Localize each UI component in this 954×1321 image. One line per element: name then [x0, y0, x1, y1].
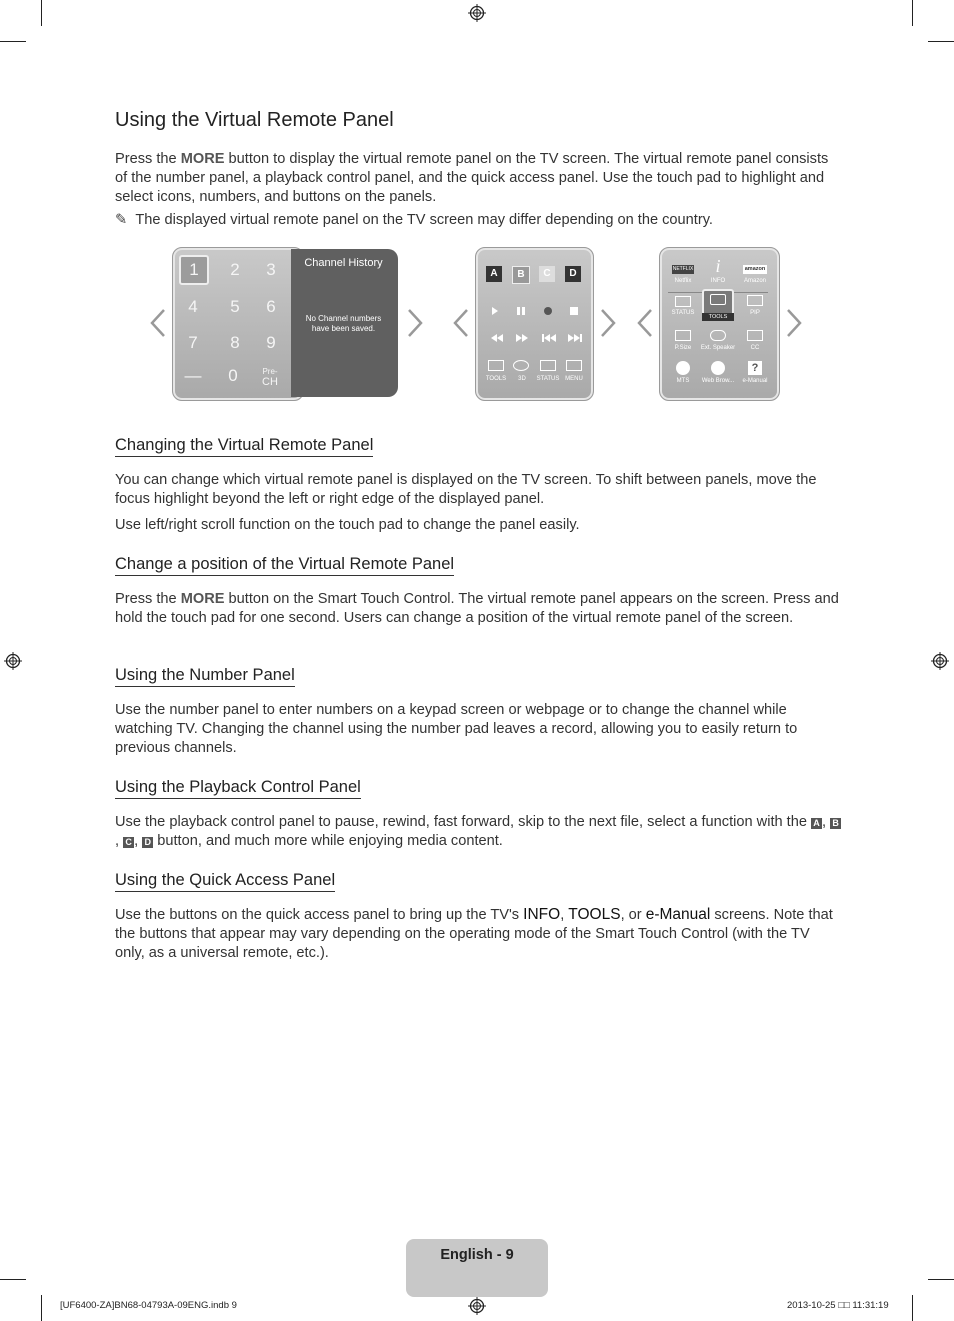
status-icon[interactable] — [675, 296, 691, 307]
number-key-7[interactable]: 7 — [188, 333, 198, 352]
number-key-6[interactable]: 6 — [266, 297, 276, 316]
speaker-icon[interactable] — [710, 330, 726, 341]
pre-ch-key[interactable] — [256, 365, 284, 387]
intro-text: button to display the virtual remote panel on the TV screen. The virtual remote panel consists of the number panel, a playback control panel, and the quick access panel. Use the touch pad to highlight and select icons, numbers, and buttons on the panels. — [115, 151, 829, 205]
chevron-left-icon[interactable] — [452, 308, 470, 338]
mts-label: MTS — [676, 378, 690, 384]
playback-controls — [489, 306, 585, 346]
intro-paragraph — [115, 150, 843, 207]
tools-label: TOOLS — [702, 313, 734, 321]
skip-next-icon[interactable] — [568, 334, 582, 342]
number-key-8[interactable]: 8 — [230, 333, 240, 352]
pause-icon[interactable] — [517, 307, 525, 315]
ext-speaker-label: Ext. Speaker — [700, 345, 736, 351]
d-button-glyph: D — [142, 837, 153, 848]
a-button-glyph: A — [811, 818, 822, 829]
a-button[interactable]: A — [486, 266, 502, 282]
chevron-right-icon[interactable] — [785, 308, 803, 338]
crop-mark — [41, 1295, 42, 1321]
e-manual-keyword: e-Manual — [645, 906, 711, 923]
more-keyword: MORE — [180, 151, 225, 167]
chevron-right-icon[interactable] — [406, 308, 424, 338]
cc-label: CC — [750, 345, 760, 351]
p-size-label: P.Size — [674, 345, 692, 351]
picture-size-icon[interactable] — [675, 330, 691, 341]
section-heading-changing: Changing the Virtual Remote Panel — [115, 435, 373, 457]
b-button[interactable]: B — [512, 266, 530, 284]
number-key-9[interactable]: 9 — [266, 333, 276, 352]
number-key-1[interactable]: 1 — [179, 255, 209, 285]
status-label: STATUS — [536, 376, 560, 382]
netflix-logo[interactable]: NETFLIX — [672, 266, 694, 272]
3d-label: 3D — [518, 376, 526, 382]
channel-history-title: Channel History — [304, 257, 383, 269]
section-heading-quick-access: Using the Quick Access Panel — [115, 870, 335, 892]
fast-forward-icon[interactable] — [516, 334, 528, 342]
number-key-5[interactable]: 5 — [230, 297, 240, 316]
pip-label: PIP — [750, 310, 760, 316]
number-key-2[interactable]: 2 — [230, 260, 240, 279]
info-label: INFO — [710, 278, 726, 284]
section-text: Use the playback control panel to pause, rewind, fast forward, skip to the next file, select a function with the — [115, 814, 812, 830]
dash-key[interactable]: — — [184, 366, 202, 385]
date-slug: 2013-10-25 □□ 11:31:19 — [787, 1300, 889, 1311]
mts-icon[interactable] — [676, 361, 690, 375]
chevron-left-icon[interactable] — [636, 308, 654, 338]
globe-icon[interactable] — [711, 361, 725, 375]
number-key-0[interactable]: 0 — [228, 366, 238, 385]
page-title: Using the Virtual Remote Panel — [115, 109, 394, 131]
section-paragraph: Use left/right scroll function on the touch pad to change the panel easily. — [115, 517, 580, 533]
d-button[interactable]: D — [565, 266, 581, 282]
crop-mark — [0, 1279, 26, 1280]
stop-icon[interactable] — [570, 307, 578, 315]
registration-mark-icon — [468, 4, 486, 22]
amazon-logo[interactable]: amazon — [744, 266, 766, 272]
channel-history-message — [291, 314, 396, 334]
web-browser-label: Web Brow... — [701, 378, 735, 384]
amazon-label: Amazon — [743, 278, 766, 284]
registration-mark-icon — [4, 652, 22, 670]
c-button[interactable]: C — [539, 266, 555, 282]
section-text: screens. Note that the buttons that appear may vary depending on the operating mode of the Smart Touch Control (with the TV only, as a universal remote, etc.). — [115, 907, 833, 961]
section-paragraph: You can change which virtual remote panel is displayed on the TV screen. To shift between panels, move the focus highlight beyond the left or right edge of the displayed panel. — [115, 472, 817, 507]
pre-ch-label: Pre- — [262, 367, 278, 376]
section-paragraph: Use the playback control panel to pause, rewind, fast forward, skip to the next file, select a function with the A , B, C , D button, and much more while enjoying media content. — [115, 813, 843, 851]
b-button-glyph: B — [830, 818, 841, 829]
crop-mark — [912, 0, 913, 26]
tools-label: TOOLS — [485, 376, 507, 382]
number-key-3[interactable]: 3 — [266, 260, 276, 279]
3d-icon[interactable] — [513, 360, 529, 371]
crop-mark — [928, 1279, 954, 1280]
registration-mark-icon — [931, 652, 949, 670]
tools-icon — [710, 294, 726, 305]
number-key-4[interactable]: 4 — [188, 297, 198, 316]
section-paragraph: Use the number panel to enter numbers on a keypad screen or webpage or to change the channel while watching TV. Changing the channel using the number pad leaves a record, allowing you to easily return to previous channels. — [115, 702, 798, 756]
pencil-note-icon: ✎ — [115, 212, 132, 228]
c-button-glyph: C — [123, 837, 134, 848]
chevron-right-icon[interactable] — [599, 308, 617, 338]
record-icon[interactable] — [544, 307, 552, 315]
pre-ch-label: CH — [262, 376, 278, 388]
rewind-icon[interactable] — [491, 334, 503, 342]
section-text: Press the — [115, 591, 181, 607]
more-keyword: MORE — [180, 591, 225, 607]
tools-icon[interactable] — [488, 360, 504, 371]
crop-mark — [928, 41, 954, 42]
section-text: Use the buttons on the quick access panel to bring up the TV's — [115, 907, 524, 923]
crop-mark — [912, 1295, 913, 1321]
e-manual-label: e-Manual — [742, 378, 768, 384]
info-keyword: INFO — [523, 906, 561, 923]
section-text: button, and much more while enjoying media content. — [153, 833, 503, 849]
section-heading-number-panel: Using the Number Panel — [115, 665, 295, 687]
note-paragraph — [115, 211, 843, 230]
chevron-left-icon[interactable] — [149, 308, 167, 338]
menu-icon[interactable] — [566, 360, 582, 371]
intro-text: Press the — [115, 151, 181, 167]
page-number: English - 9 — [440, 1247, 514, 1263]
crop-mark — [0, 41, 26, 42]
help-icon[interactable]: ? — [748, 361, 762, 375]
section-heading-position: Change a position of the Virtual Remote Panel — [115, 554, 454, 576]
section-paragraph: Use the buttons on the quick access panel to bring up the TV's INFO, TOOLS, or e-Manual screens. Note that the buttons that appear may vary depending on the operating mode of the Smart Touch Control (with the TV only, as a universal remote, etc.). — [115, 906, 833, 961]
menu-label: MENU — [565, 376, 583, 382]
closed-caption-icon[interactable] — [747, 330, 763, 341]
status-icon[interactable] — [540, 360, 556, 371]
pip-icon[interactable] — [747, 295, 763, 306]
registration-mark-icon — [468, 1297, 486, 1315]
netflix-label: Netflix — [674, 278, 692, 284]
play-icon[interactable] — [492, 307, 498, 315]
status-label: STATUS — [671, 310, 695, 316]
info-icon[interactable]: i — [715, 256, 721, 276]
section-paragraph — [115, 590, 843, 628]
tools-keyword: TOOLS — [568, 906, 621, 923]
history-msg-line: have been saved. — [311, 324, 376, 333]
note-text: The displayed virtual remote panel on the TV screen may differ depending on the country. — [135, 212, 713, 228]
history-msg-line: No Channel numbers — [305, 314, 382, 323]
page-number-tab — [406, 1239, 548, 1297]
section-heading-playback: Using the Playback Control Panel — [115, 777, 361, 799]
crop-mark — [41, 0, 42, 26]
skip-previous-icon[interactable] — [542, 334, 556, 342]
section-text: button on the Smart Touch Control. The virtual remote panel appears on the screen. Press and hold the touch pad for one second. Users can change a position of the virtual remote panel of the screen. — [115, 591, 839, 626]
file-slug: [UF6400-ZA]BN68-04793A-09ENG.indb 9 — [60, 1300, 237, 1311]
